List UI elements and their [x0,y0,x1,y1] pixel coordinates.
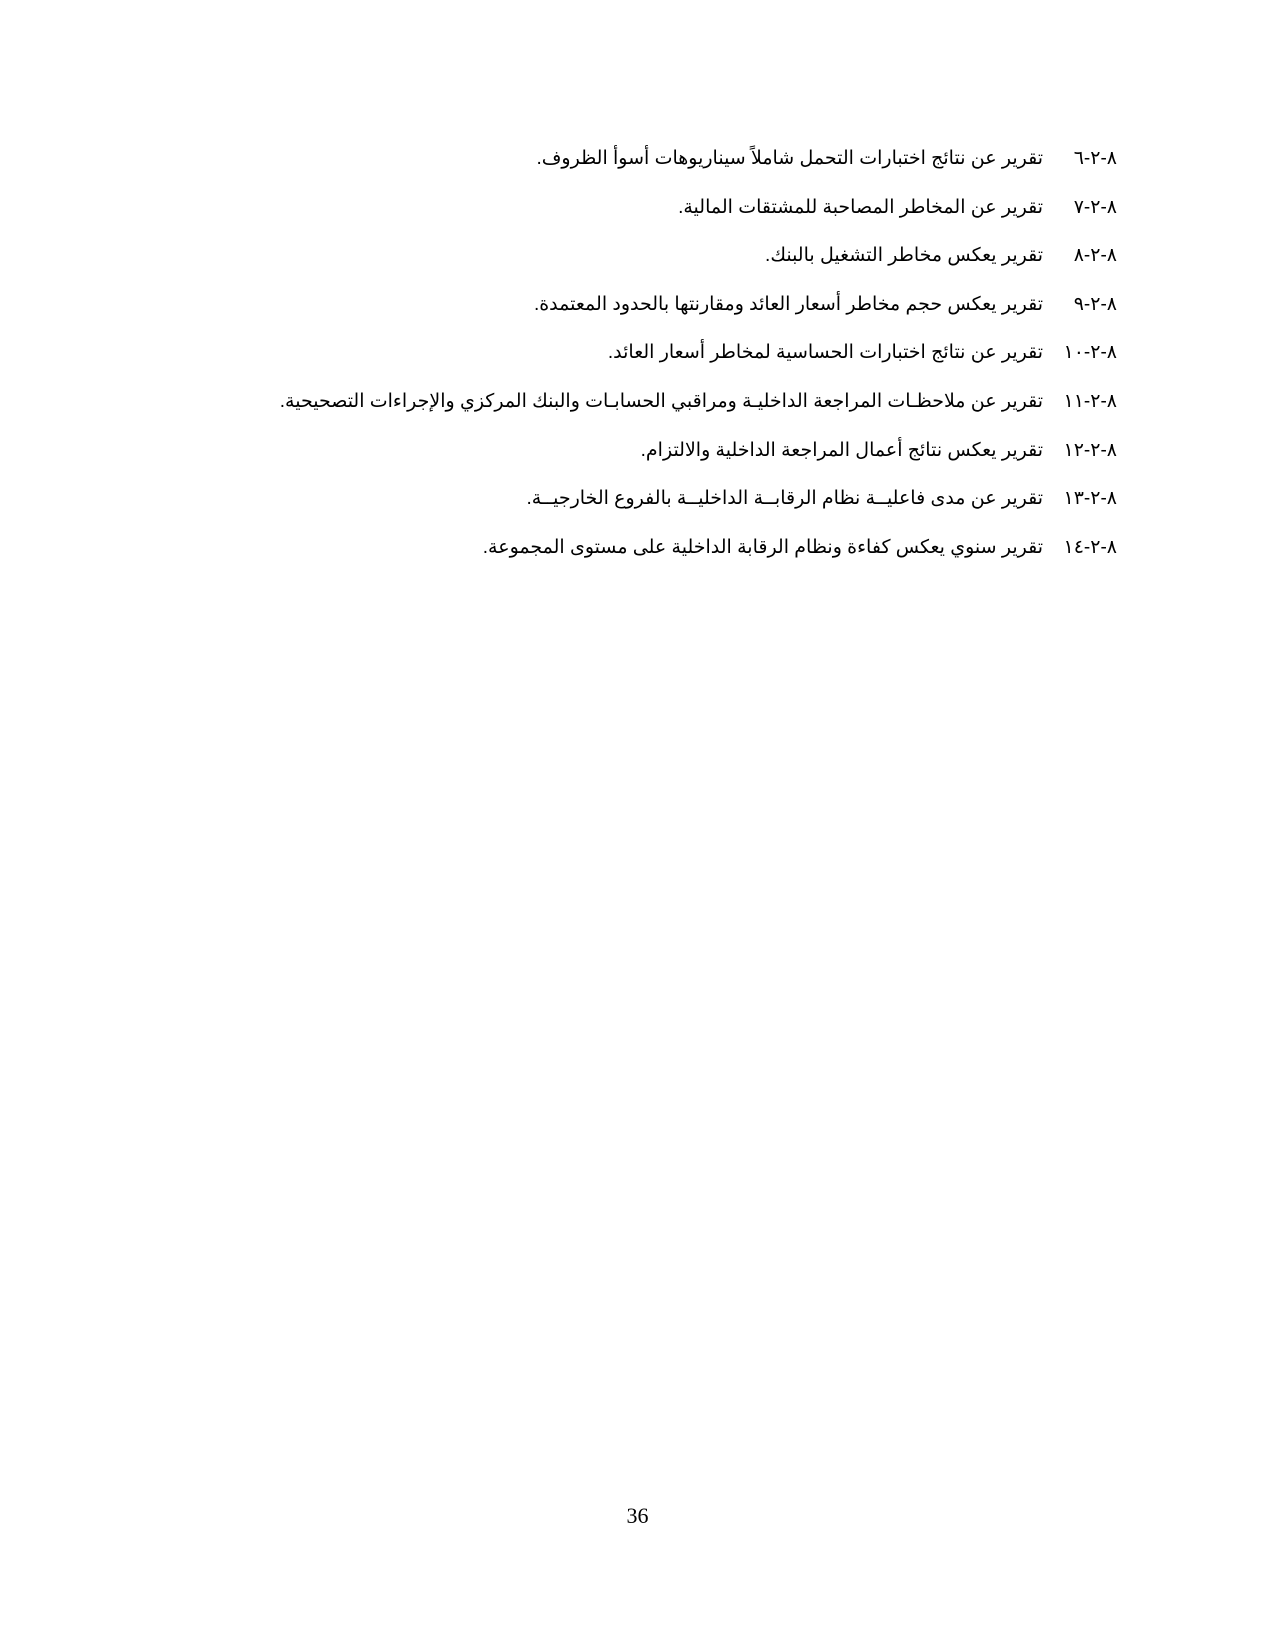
list-item [137,438,1117,487]
item-number: ٨-٢-١٣ [1063,488,1117,510]
list-item [137,389,1117,438]
item-number: ٨-٢-٦ [1073,148,1117,169]
list-item [137,486,1117,535]
item-text: تقرير عن نتائج اختبارات الحساسية لمخاطر أسعار العائد. [607,342,1043,364]
item-text: تقرير يعكس نتائج أعمال المراجعة الداخلية والالتزام. [640,439,1043,461]
list-item [137,535,1117,584]
item-number: ٨-٢-١٠ [1063,342,1117,364]
list-item [137,292,1117,341]
report-list [137,146,1117,583]
item-number: ٨-٢-١٢ [1063,439,1117,461]
list-item [137,195,1117,244]
item-text: تقرير عن المخاطر المصاحبة للمشتقات المالية. [678,196,1043,218]
item-text: تقرير عن نتائج اختبارات التحمل شاملاً سيناريوهات أسوأ الظروف. [536,148,1043,169]
item-text: تقرير عن ملاحظـات المراجعة الداخليـة ومراقبي الحسابـات والبنك المركزي والإجراءات التصحيحية. [279,390,1043,412]
item-text: تقرير سنوي يعكس كفاءة ونظام الرقابة الداخلية على مستوى المجموعة. [482,536,1043,558]
list-item [137,340,1117,389]
item-text: تقرير يعكس مخاطر التشغيل بالبنك. [765,245,1043,267]
item-number: ٨-٢-٧ [1073,196,1117,218]
item-number: ٨-٢-٩ [1073,293,1117,315]
item-text: تقرير عن مدى فاعليــة نظام الرقابــة الداخليــة بالفروع الخارجيــة. [526,488,1043,510]
item-number: ٨-٢-١٤ [1063,536,1117,558]
page-number: 36 [626,1503,649,1528]
list-item [137,243,1117,292]
item-number: ٨-٢-١١ [1063,390,1117,412]
item-number: ٨-٢-٨ [1073,245,1117,267]
item-text: تقرير يعكس حجم مخاطر أسعار العائد ومقارنتها بالحدود المعتمدة. [533,293,1043,315]
list-item [137,146,1117,195]
